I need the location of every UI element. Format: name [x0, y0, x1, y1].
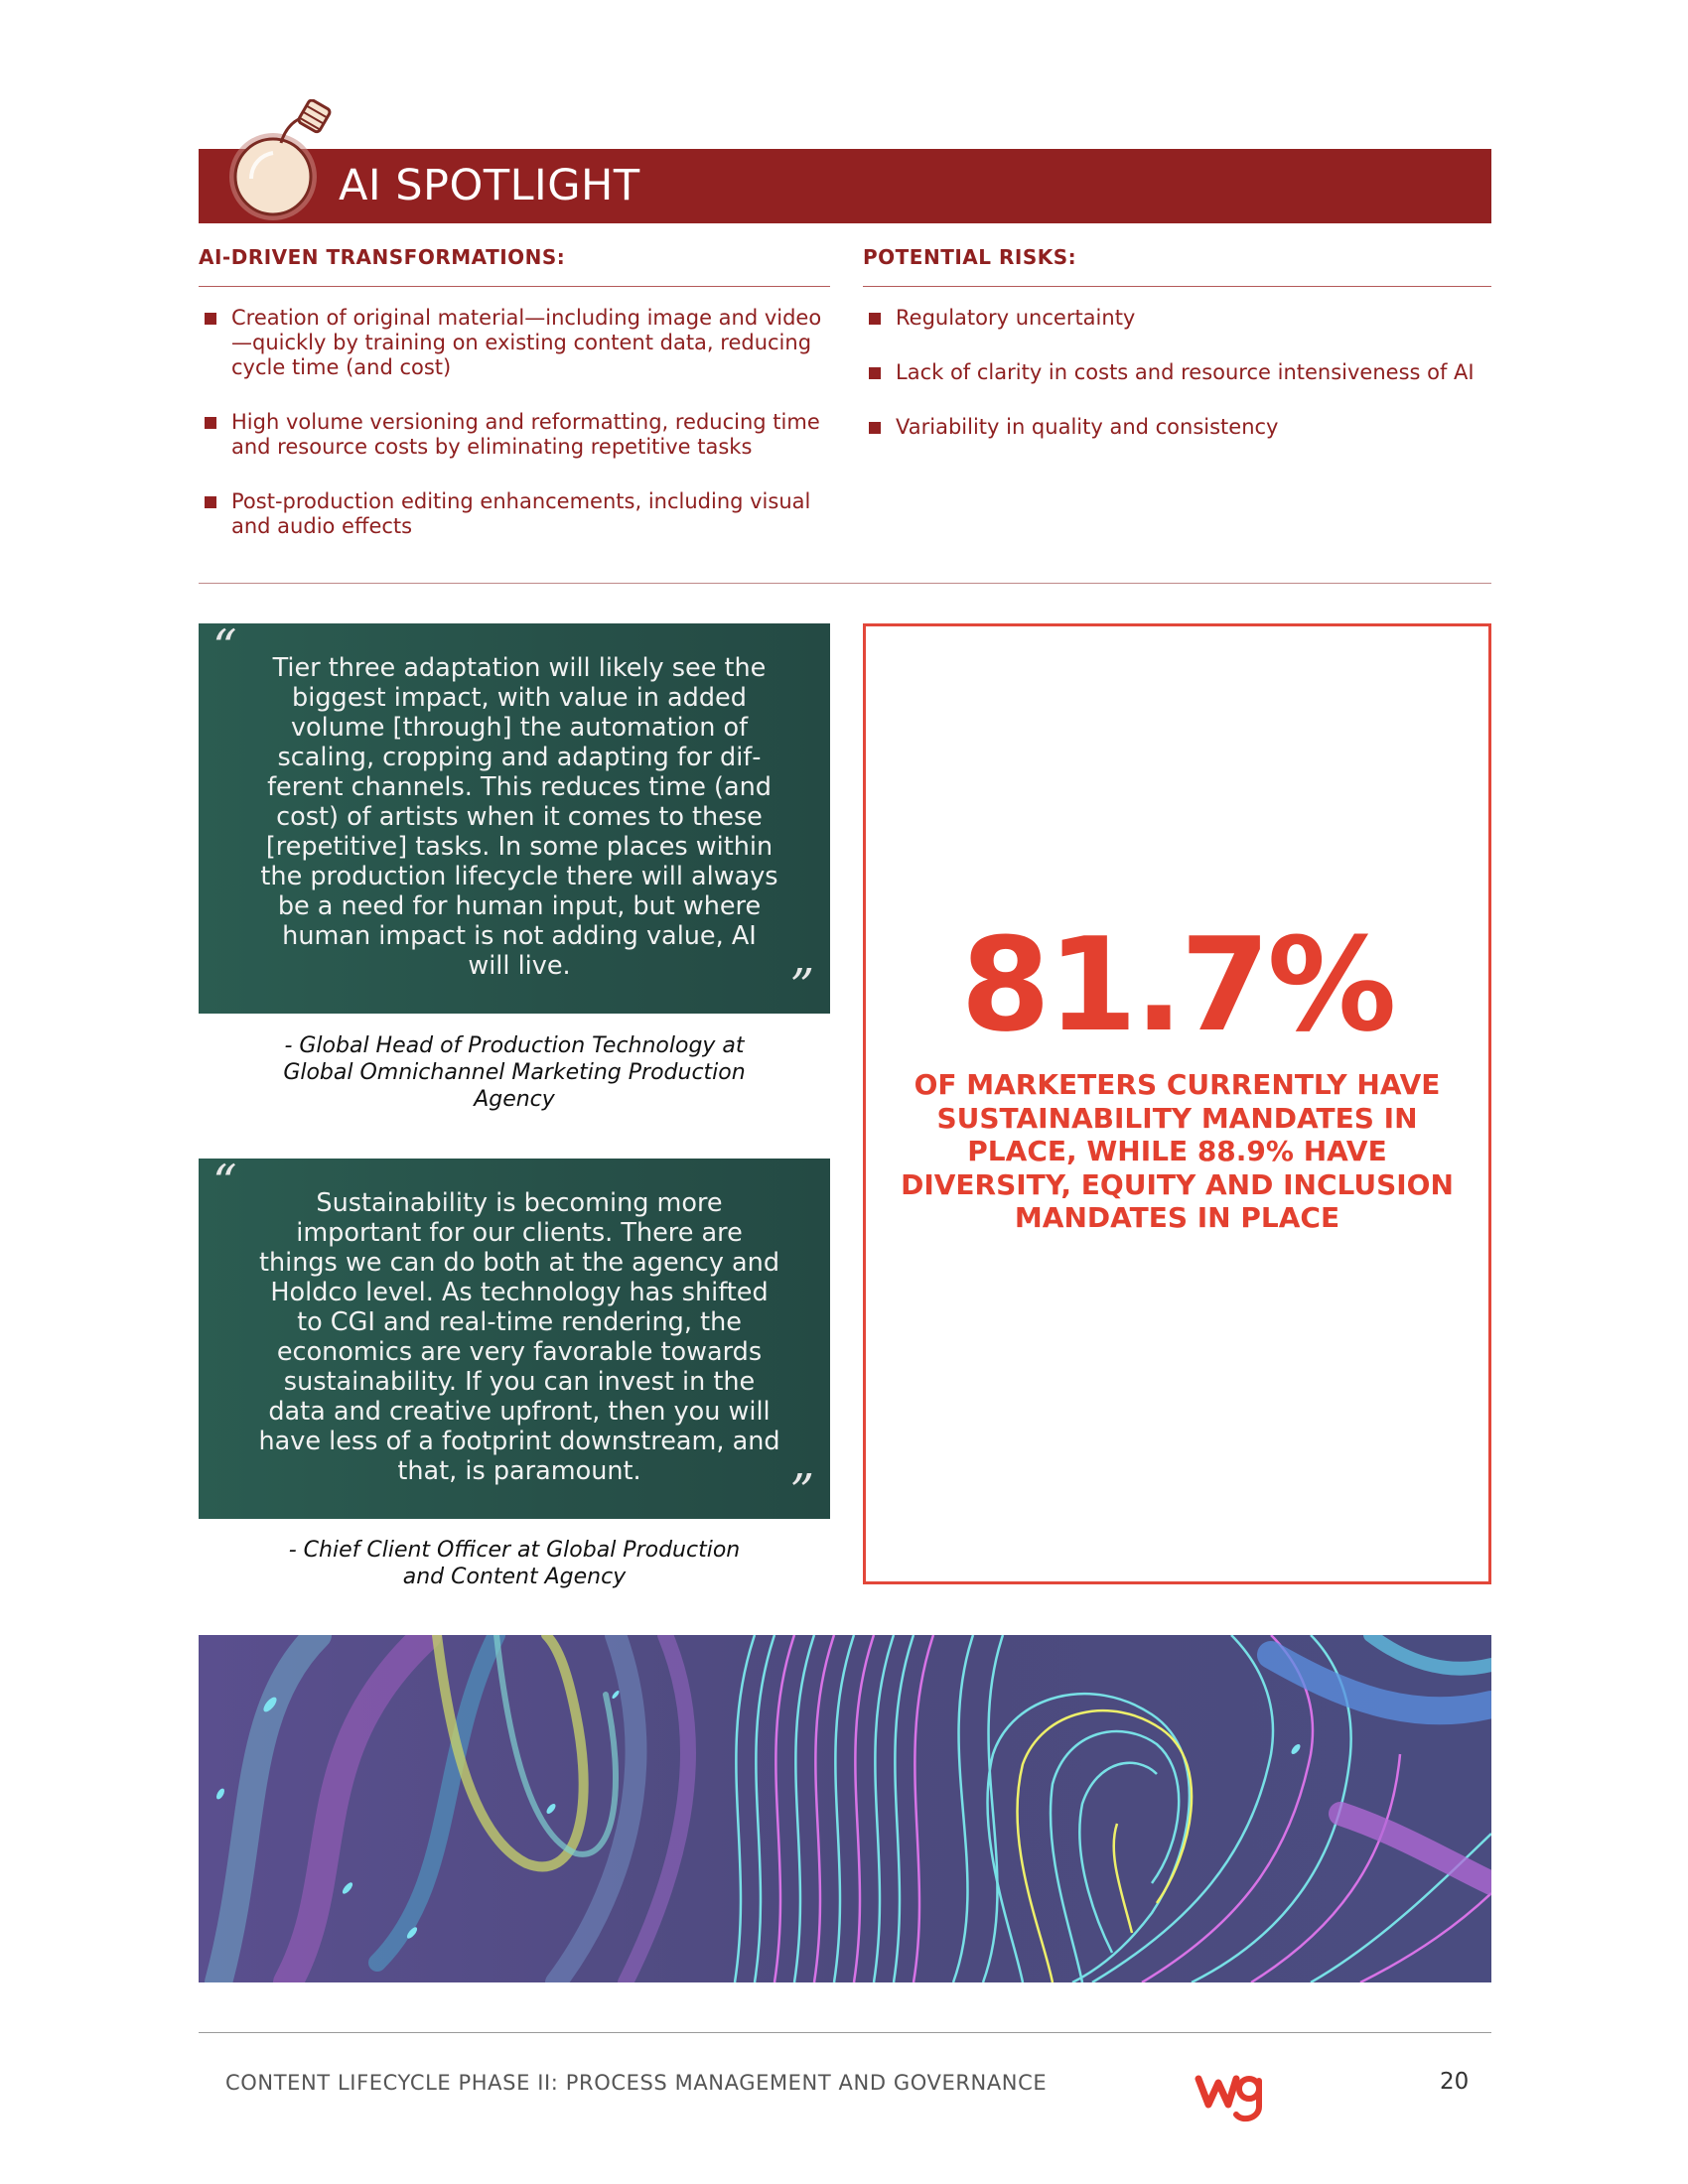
open-quote-mark: “	[212, 619, 237, 675]
lightbulb-icon	[223, 99, 343, 223]
risks-rule	[863, 286, 1491, 287]
page-title: AI SPOTLIGHT	[339, 161, 640, 210]
open-quote-mark: “	[212, 1155, 237, 1210]
quote-text: Tier three adaptation will likely see the biggest impact, with value in added volume [through] the automation of scaling, cropping and adapting for different channels. This reduces time (and cost) of artists when it comes to these [repetitive] tasks. In some places within the production lifecycle there will always be a need for human input, but where human impact is not adding value, AI will live.	[260, 653, 778, 981]
list-item: Post-production editing enhancements, including visual and audio effects	[199, 489, 834, 539]
quote-box	[199, 619, 830, 1015]
footer-rule	[199, 2032, 1491, 2033]
quote-text: Sustainability is becoming more important for our clients. There are things we can do both at the agency and Holdco level. As technology has shifted to CGI and real-time rendering, the economics are very favorable towards sustainability. If you can invest in the data and creative upfront, then you will have less of a footprint downstream, and that, is paramount.	[258, 1188, 780, 1486]
stat-callout	[863, 623, 1491, 1584]
stat-description: OF MARKETERS CURRENTLY HAVE SUSTAINABILITY MANDATES IN PLACE, WHILE 88.9% HAVE DIVERSITY, EQUITY AND INCLUSION MANDATES IN PLACE	[901, 1068, 1454, 1234]
list-item: Creation of original material—including image and video—quickly by training on existing content data, reducing cycle time (and cost)	[199, 306, 834, 380]
close-quote-mark: ”	[789, 1464, 814, 1520]
close-quote-mark: ”	[789, 959, 814, 1015]
transformations-heading: AI-DRIVEN TRANSFORMATIONS:	[199, 245, 566, 269]
list-item: Lack of clarity in costs and resource intensiveness of AI	[863, 360, 1498, 385]
transformations-rule	[199, 286, 830, 287]
list-item: Regulatory uncertainty	[863, 306, 1498, 331]
footer-section-title: CONTENT LIFECYCLE PHASE II: PROCESS MANAGEMENT AND GOVERNANCE	[225, 2071, 1048, 2095]
quote-box	[199, 1155, 830, 1520]
wg-logo	[1195, 2065, 1264, 2124]
risks-list	[863, 306, 1498, 470]
transformations-list	[199, 306, 834, 569]
quote-attribution: - Global Head of Production Technology at Global Omnichannel Marketing Production Agency	[283, 1033, 746, 1112]
stat-value: 81.7%	[960, 909, 1394, 1060]
section-banner	[199, 149, 1491, 223]
list-item: High volume versioning and reformatting, reducing time and resource costs by eliminating repetitive tasks	[199, 410, 834, 460]
page-number: 20	[1440, 2069, 1470, 2095]
list-item: Variability in quality and consistency	[863, 415, 1498, 440]
abstract-lines-image	[199, 1635, 1491, 1982]
section-divider	[199, 583, 1491, 584]
risks-heading: POTENTIAL RISKS:	[863, 245, 1077, 269]
quote-attribution: - Chief Client Officer at Global Production and Content Agency	[288, 1538, 741, 1589]
